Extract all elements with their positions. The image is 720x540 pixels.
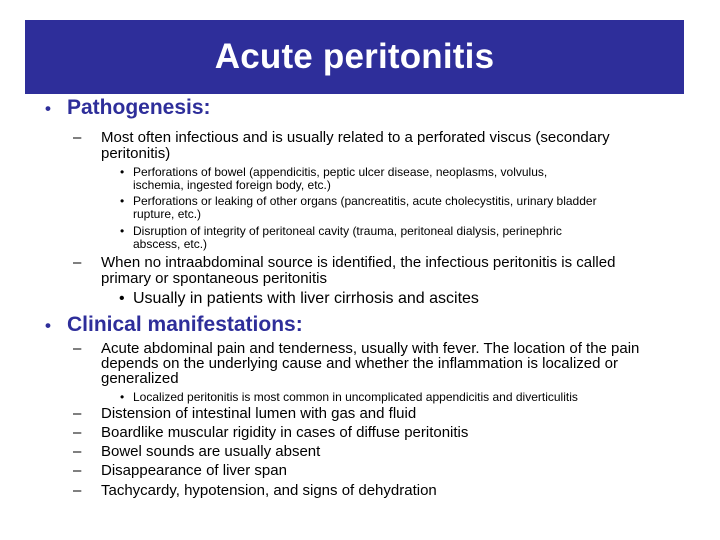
dash-glyph: – — [73, 254, 82, 271]
clinical-heading-text: Clinical manifestations: — [67, 313, 303, 336]
clinical-item-1-line-2: depends on the underlying cause and whether the inflammation is localized or — [101, 355, 618, 372]
bullet-glyph: • — [45, 99, 51, 118]
dash-glyph: – — [73, 405, 82, 422]
pathogenesis-item-1-line-2: peritonitis) — [101, 145, 171, 162]
clinical-item-1-line-1: Acute abdominal pain and tenderness, usually with fever. The location of the pain — [101, 340, 640, 357]
bullet-glyph: • — [120, 390, 125, 404]
clinical-item-1-line-3: generalized — [101, 370, 179, 387]
clinical-list-item-text: Disappearance of liver span — [101, 462, 287, 479]
bullet-glyph: • — [120, 224, 125, 238]
clinical-list-item — [73, 424, 469, 441]
cirrhosis-text: Usually in patients with liver cirrhosis and ascites — [133, 290, 479, 307]
pathogenesis-heading — [45, 96, 211, 120]
cirrhosis-item — [119, 290, 479, 308]
pathogenesis-item-1 — [73, 129, 610, 146]
localized-item — [120, 390, 578, 404]
clinical-list-item — [73, 443, 321, 460]
pathogenesis-heading-text: Pathogenesis: — [67, 96, 211, 119]
clinical-list-item — [73, 482, 437, 499]
pathogenesis-item-2 — [73, 254, 616, 271]
bullet-glyph: • — [119, 290, 125, 307]
disruption-line-2: abscess, etc.) — [133, 237, 208, 251]
title-bar — [25, 20, 684, 94]
dash-glyph: – — [73, 462, 82, 479]
dash-glyph: – — [73, 482, 82, 499]
slide-title: Acute peritonitis — [214, 37, 495, 76]
clinical-list-item-text: Tachycardy, hypotension, and signs of dehydration — [101, 482, 437, 499]
clinical-list-item-text: Boardlike muscular rigidity in cases of diffuse peritonitis — [101, 424, 469, 441]
perforation-organs-line-1: Perforations or leaking of other organs (pancreatitis, acute cholecystitis, urinary bladder — [133, 194, 597, 208]
bullet-glyph: • — [45, 316, 51, 335]
perforation-bowel-line-1: Perforations of bowel (appendicitis, peptic ulcer disease, neoplasms, volvulus, — [133, 165, 548, 179]
pathogenesis-item-1-line-1: Most often infectious and is usually related to a perforated viscus (secondary — [101, 129, 610, 146]
bullet-glyph: • — [120, 194, 125, 208]
perforation-organs-item — [120, 194, 597, 208]
dash-glyph: – — [73, 129, 82, 146]
dash-glyph: – — [73, 424, 82, 441]
perforation-organs-line-2: rupture, etc.) — [133, 207, 202, 221]
pathogenesis-item-2-line-1: When no intraabdominal source is identified, the infectious peritonitis is called — [101, 254, 616, 271]
pathogenesis-item-2-line-2: primary or spontaneous peritonitis — [101, 270, 327, 287]
dash-glyph: – — [73, 340, 82, 357]
clinical-list-item — [73, 405, 417, 422]
dash-glyph: – — [73, 443, 82, 460]
disruption-line-1: Disruption of integrity of peritoneal cavity (trauma, peritoneal dialysis, perinephric — [133, 224, 562, 238]
clinical-item-1 — [73, 340, 640, 357]
localized-text: Localized peritonitis is most common in uncomplicated appendicitis and diverticulitis — [133, 390, 578, 404]
clinical-list-item-text: Distension of intestinal lumen with gas and fluid — [101, 405, 417, 422]
clinical-list-item-text: Bowel sounds are usually absent — [101, 443, 321, 460]
clinical-heading — [45, 313, 303, 337]
perforation-bowel-line-2: ischemia, ingested foreign body, etc.) — [133, 178, 331, 192]
bullet-glyph: • — [120, 165, 125, 179]
clinical-list-item — [73, 462, 287, 479]
